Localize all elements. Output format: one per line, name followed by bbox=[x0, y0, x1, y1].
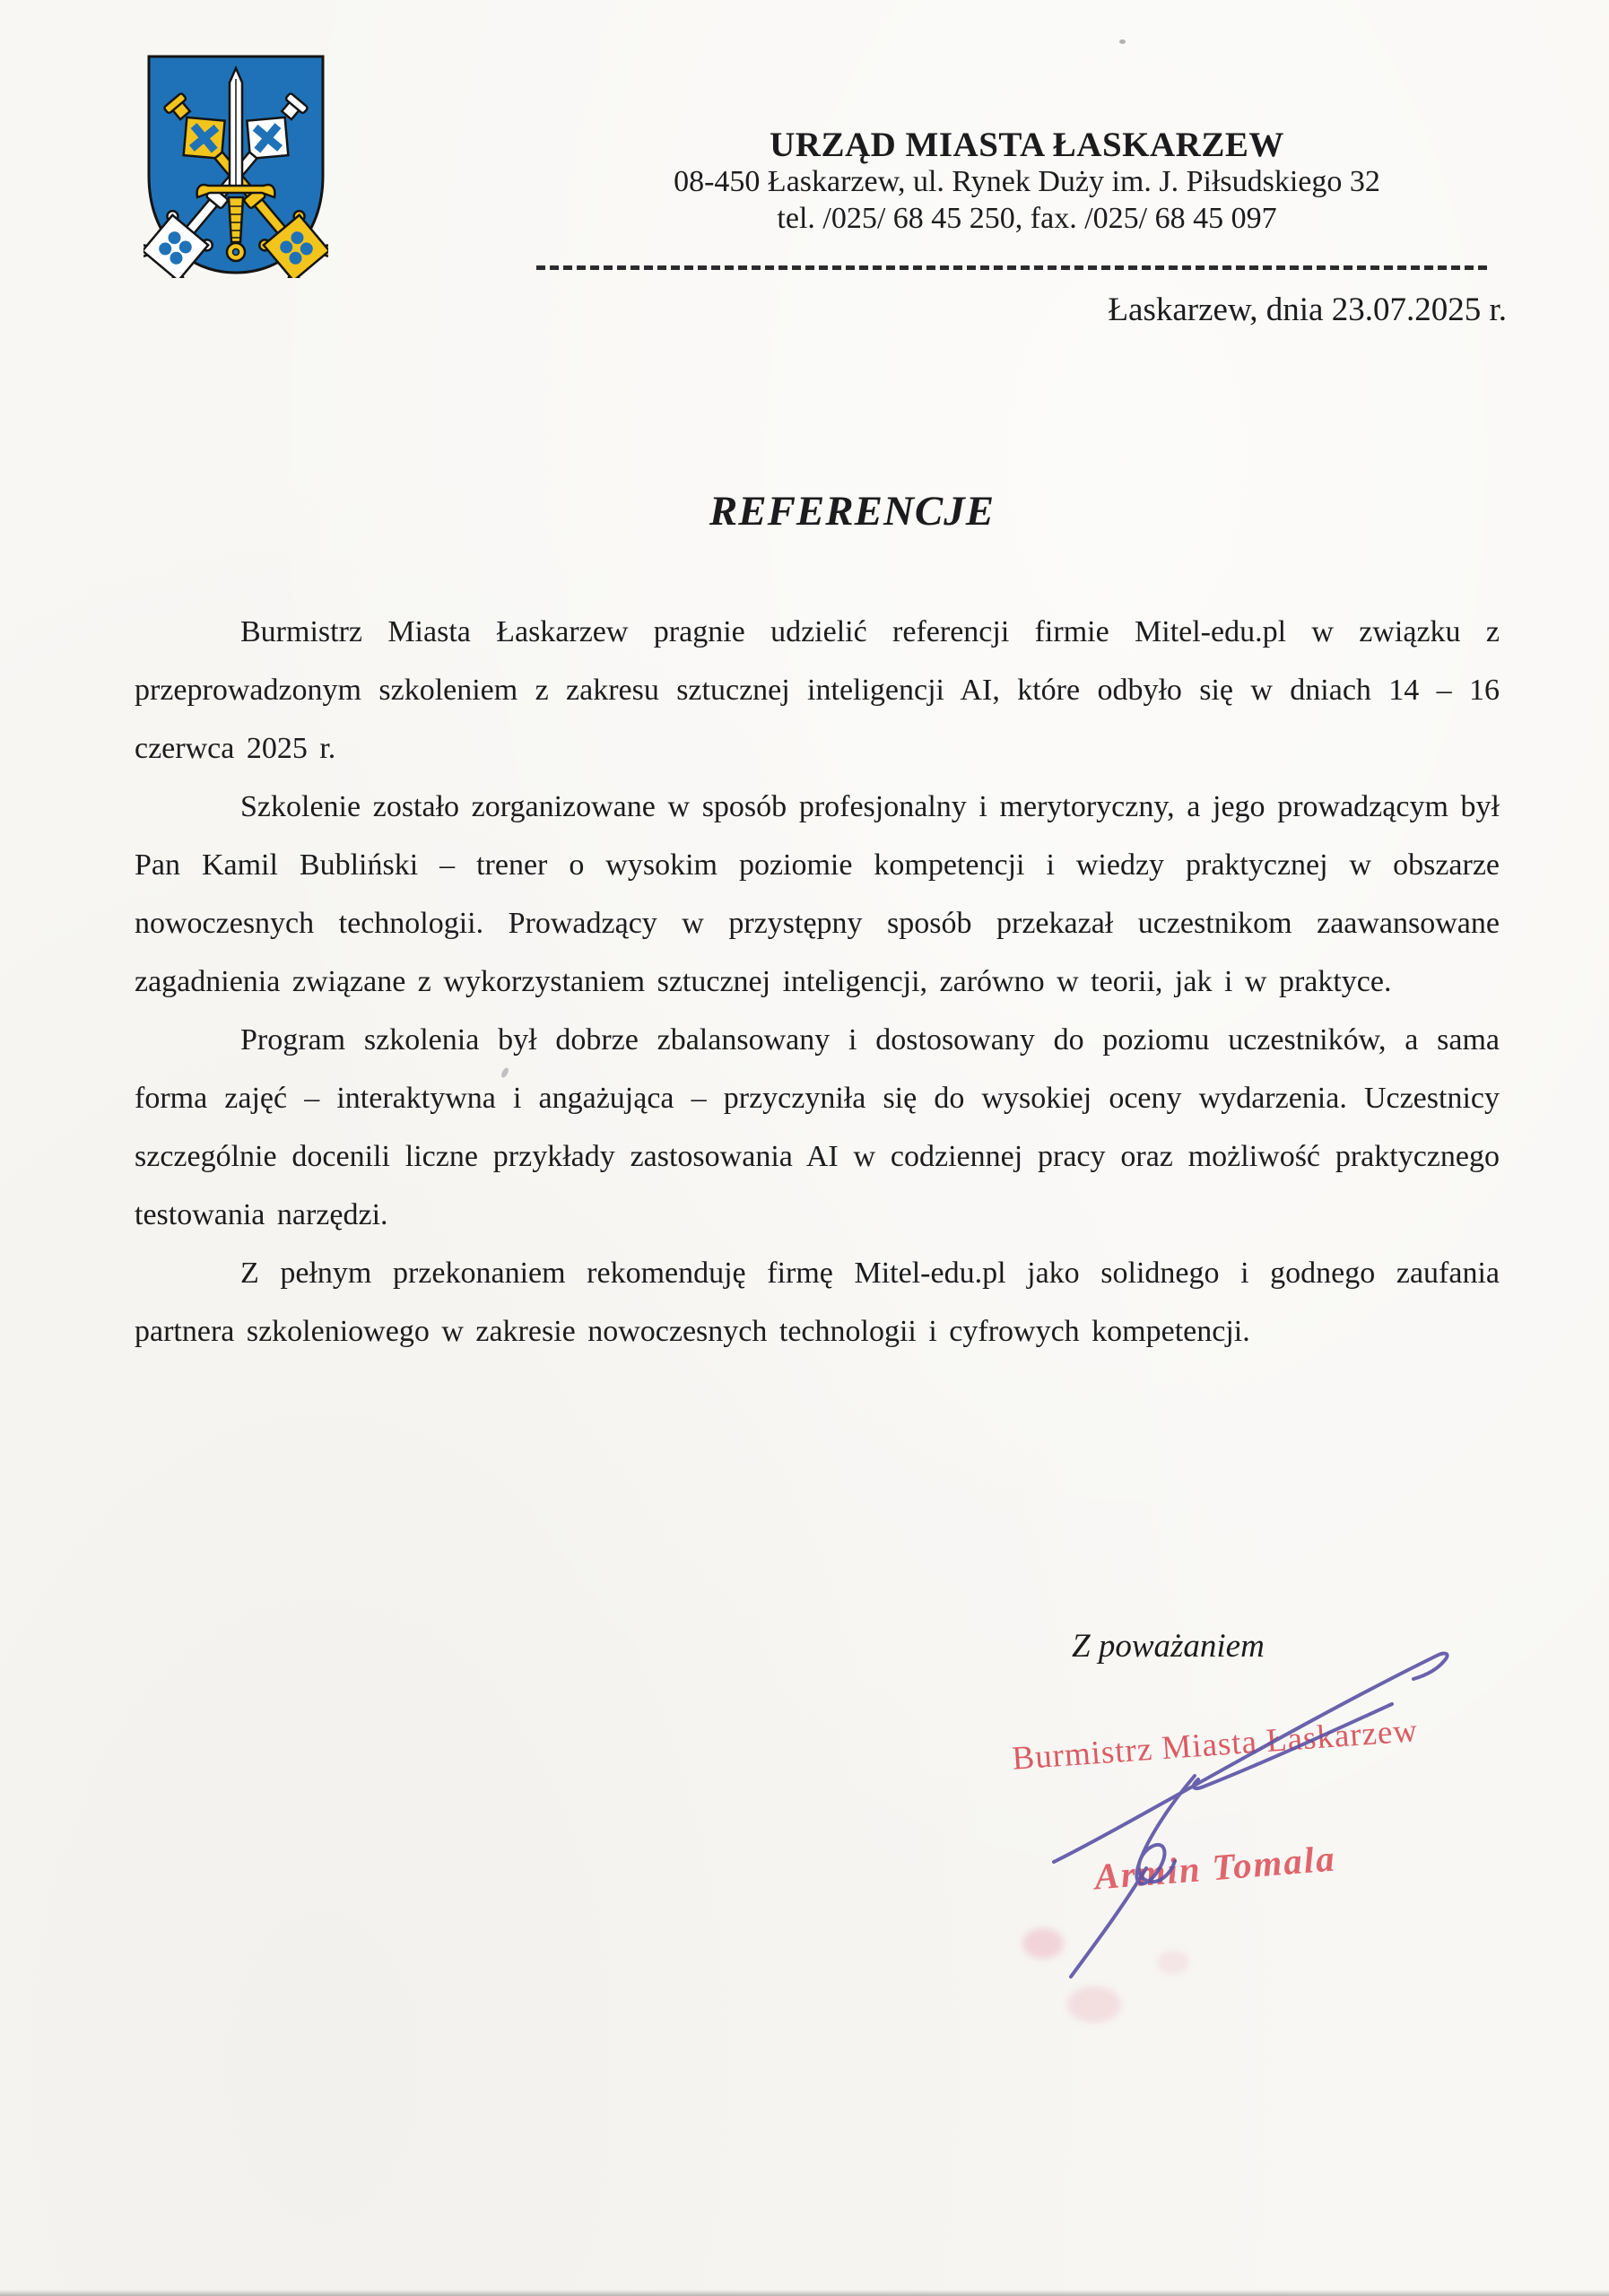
document-title: REFERENCJE bbox=[709, 488, 996, 535]
handwritten-signature bbox=[969, 1631, 1507, 1998]
paragraph-2: Szkolenie zostało zorganizowane w sposób profesjonalny i merytoryczny, a jego prowadzącym był Pan Kamil Bubliński – trener o wysokim poziomie kompetencji i wiedzy praktycznej w obszarze nowoczesnych technologii. Prowadzący w przystępny sposób przekazał uczestnikom zaawansowane zagadnienia związane z wykorzystaniem sztucznej inteligencji, zarówno w teorii, jak i w praktyce. bbox=[135, 790, 1500, 998]
scan-bottom-edge bbox=[0, 2290, 1609, 2296]
office-name: URZĄD MIASTA ŁASKARZEW bbox=[770, 126, 1284, 164]
closing-phrase: Z poważaniem bbox=[1072, 1628, 1265, 1665]
letter-body bbox=[135, 603, 1500, 1361]
paragraph-3: Program szkolenia był dobrze zbalansowany i dostosowany do poziomu uczestników, a sama forma zajęć – interaktywna i angażująca – przyczyniła się do wysokiej oceny wydarzenia. Uczestnicy szczególnie docenili liczne przykłady zastosowania AI w codziennej pracy oraz możliwość praktycznego testowania narzędzi. bbox=[135, 1023, 1500, 1231]
office-address: 08-450 Łaskarzew, ul. Rynek Duży im. J. Piłsudskiego 32 bbox=[674, 165, 1380, 198]
laskarzew-coat-of-arms-icon bbox=[144, 52, 328, 278]
paragraph-1: Burmistrz Miasta Łaskarzew pragnie udzielić referencji firmie Mitel-edu.pl w związku z przeprowadzonym szkoleniem z zakresu sztucznej inteligencji AI, które odbyło się w dniach 14 – 16 czerwca 2025 r. bbox=[135, 615, 1500, 765]
stamp-name-text: Armin Tomala bbox=[1092, 1837, 1338, 1898]
stamp-title-text: Burmistrz Miasta Łaskarzew bbox=[1011, 1712, 1420, 1778]
dashed-divider bbox=[536, 265, 1489, 270]
scan-speck bbox=[1119, 39, 1126, 44]
office-phone-fax: tel. /025/ 68 45 250, fax. /025/ 68 45 097 bbox=[777, 202, 1277, 235]
place-and-date: Łaskarzew, dnia 23.07.2025 r. bbox=[1108, 291, 1507, 328]
paragraph-4: Z pełnym przekonaniem rekomenduję firmę Mitel-edu.pl jako solidnego i godnego zaufania partnera szkoleniowego w zakresie nowoczesnych technologii i cyfrowych kompetencji. bbox=[135, 1257, 1500, 1348]
letterhead bbox=[525, 126, 1529, 237]
